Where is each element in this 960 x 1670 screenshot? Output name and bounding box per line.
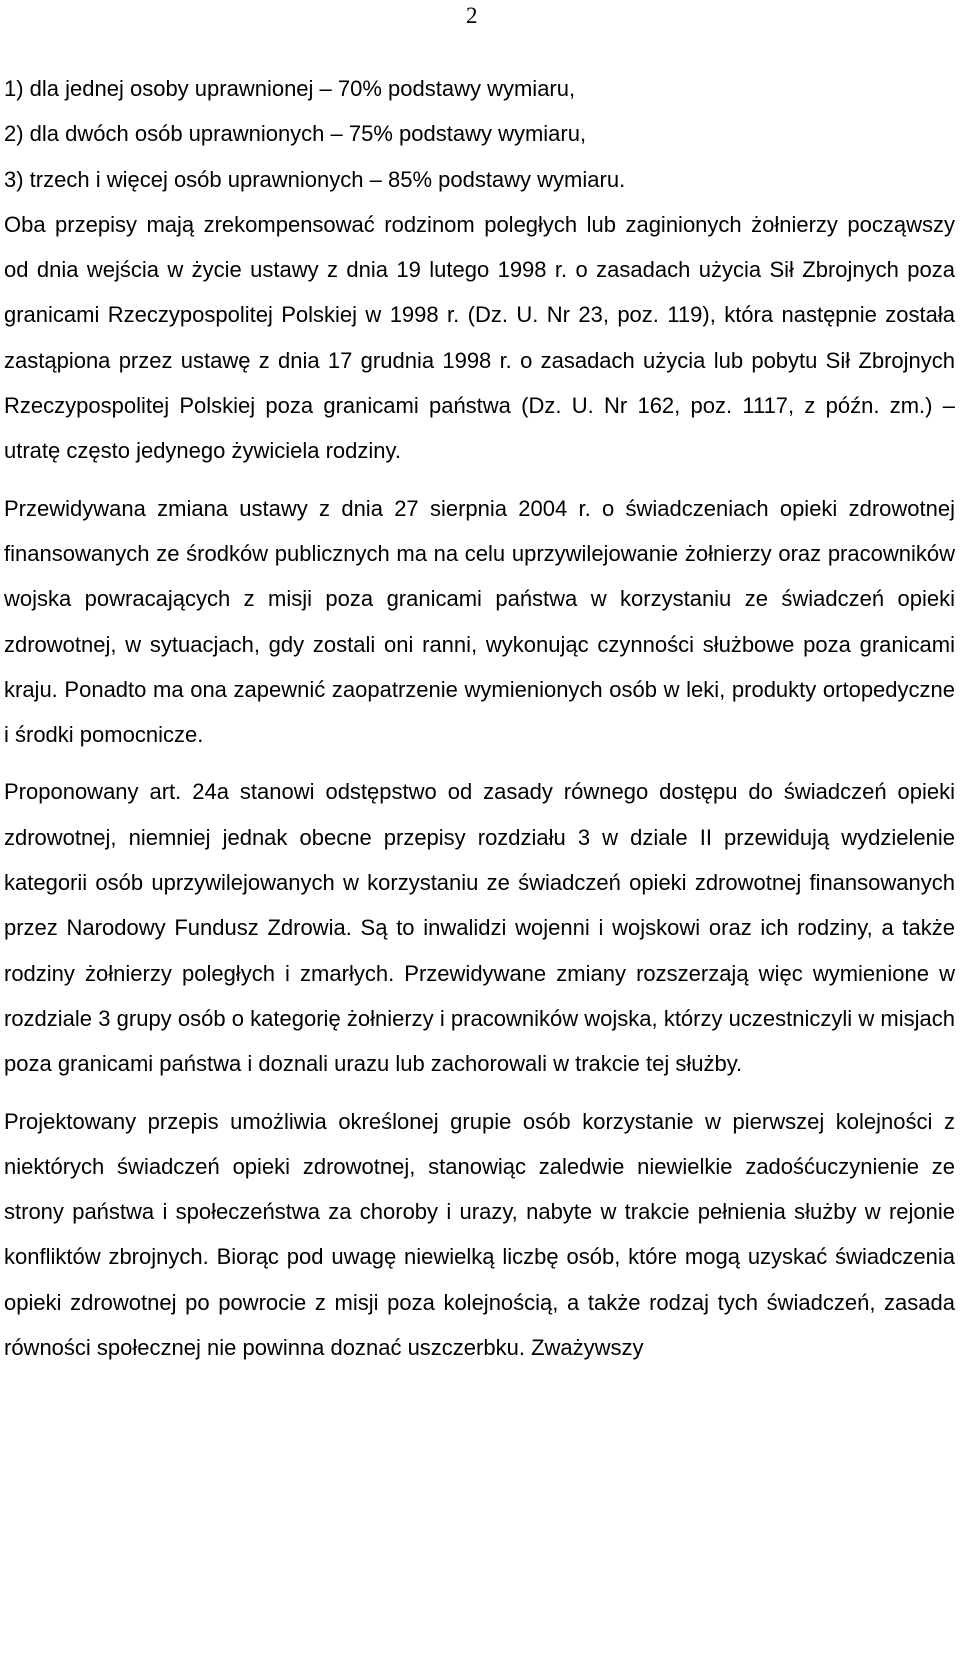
document-body [4,66,955,1370]
paragraph-art-24a: Proponowany art. 24a stanowi odstępstwo od zasady równego dostępu do świadczeń opieki zdrowotnej, niemniej jednak obecne przepisy rozdziału 3 w dziale II przewidują wydzielenie kategorii osób uprzywilejowanych w korzystaniu ze świadczeń opieki zdrowotnej finansowanych przez Narodowy Fundusz Zdrowia. Są to inwalidzi wojenni i wojskowi oraz ich rodziny, a także rodziny żołnierzy poległych i zmarłych. Przewidywane zmiany rozszerzają więc wymienione w rozdziale 3 grupy osób o kategorię żołnierzy i pracowników wojska, którzy uczestniczyli w misjach poza granicami państwa i doznali urazu lub zachorowali w trakcie tej służby. [4,779,955,1077]
list-item-2: 2) dla dwóch osób uprawnionych – 75% podstawy wymiaru, [4,121,587,147]
list-item-1: 1) dla jednej osoby uprawnionej – 70% podstawy wymiaru, [4,76,576,101]
paragraph-projected-provision: Projektowany przepis umożliwia określonej grupie osób korzystanie w pierwszej kolejności z niektórych świadczeń opieki zdrowotnej, stanowiąc zaledwie niewielkie zadośćuczynienie ze strony państwa i społeczeństwa za choroby i urazy, nabyte w trakcie pełnienia służby w rejonie konfliktów zbrojnych. Biorąc pod uwagę niewielką liczbę osób, które mogą uzyskać świadczenia opieki zdrowotnej po powrocie z misji poza kolejnością, a także rodzaj tych świadczeń, zasada równości społecznej nie powinna doznać uszczerbku. Zważywszy [4,1108,955,1361]
paragraph-compensation: Oba przepisy mają zrekompensować rodzinom poległych lub zaginionych żołnierzy począwszy od dnia wejścia w życie ustawy z dnia 19 lutego 1998 r. o zasadach użycia Sił Zbrojnych poza granicami Rzeczypospolitej Polskiej w 1998 r. (Dz. U. Nr 23, poz. 119), która następnie została zastąpiona przez ustawę z dnia 17 grudnia 1998 r. o zasadach użycia lub pobytu Sił Zbrojnych Rzeczypospolitej Polskiej poza granicami państwa (Dz. U. Nr 162, poz. 1117, z późn. zm.) – utratę często jedynego żywiciela rodziny. [4,211,955,464]
paragraph-proposed-change: Przewidywana zmiana ustawy z dnia 27 sierpnia 2004 r. o świadczeniach opieki zdrowotnej finansowanych ze środków publicznych ma na celu uprzywilejowanie żołnierzy oraz pracowników wojska powracających z misji poza granicami państwa w korzystaniu ze świadczeń opieki zdrowotnej, w sytuacjach, gdy zostali oni ranni, wykonując czynności służbowe poza granicami kraju. Ponadto ma ona zapewnić zaopatrzenie wymienionych osób w leki, produkty ortopedyczne i środki pomocnicze. [4,495,955,748]
list-item-3: 3) trzech i więcej osób uprawnionych – 85% podstawy wymiaru. [4,166,626,192]
page-number: 2 [466,3,478,28]
